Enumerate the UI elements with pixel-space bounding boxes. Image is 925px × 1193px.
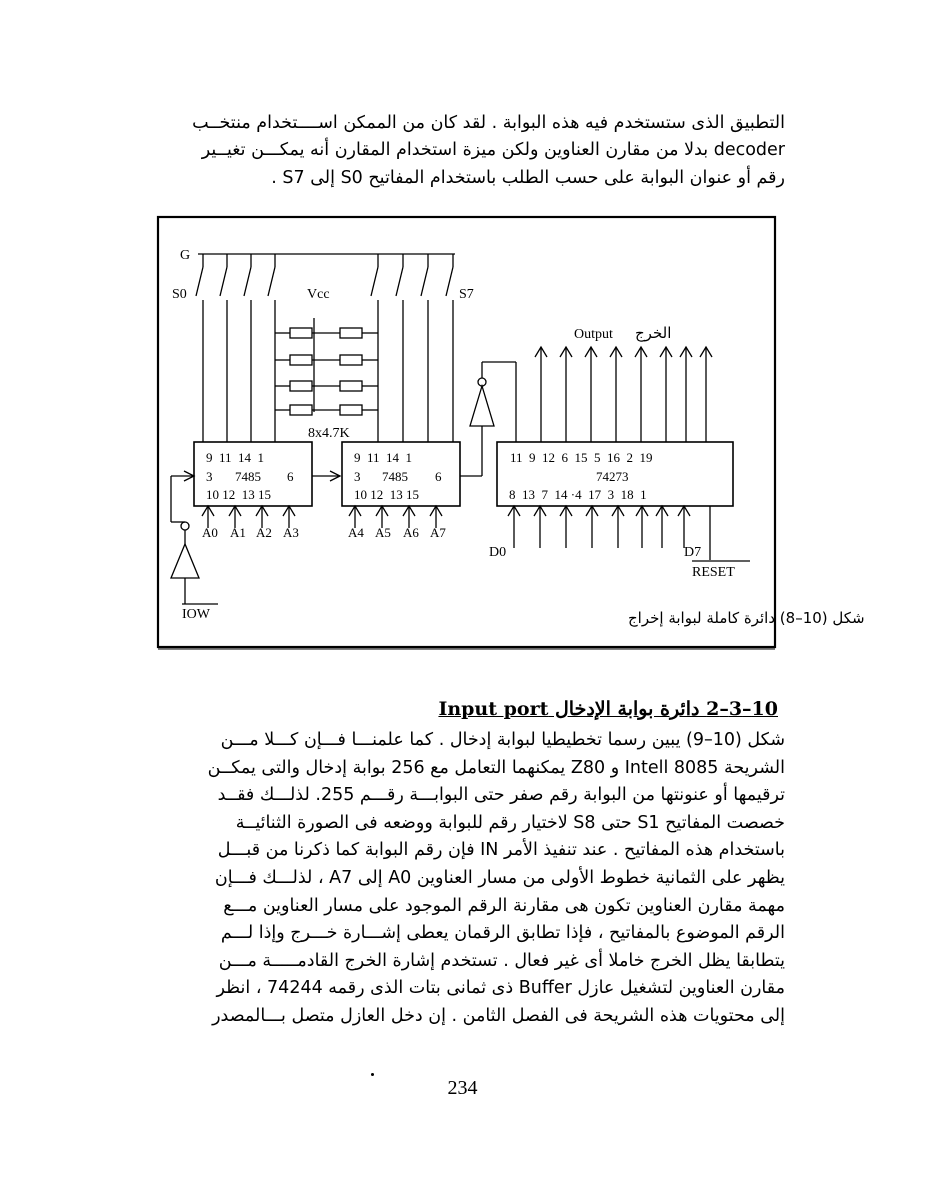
chip3-pins-top: 11 9 12 6 15 5 16 2 19 bbox=[510, 450, 653, 465]
chip3-name: 74273 bbox=[596, 469, 629, 484]
chip2-pin3: 3 bbox=[354, 469, 361, 484]
output-arabic-label: الخرج bbox=[635, 324, 672, 342]
text-line: التطبيق الذى ستستخدم فيه هذه البوابة . لقد كان من الممكن اســــتخدام منتخــب bbox=[192, 113, 785, 133]
addr-a6: A6 bbox=[403, 525, 419, 540]
figure-caption: شكل (10–8) دائرة كاملة لبوابة إخراج bbox=[628, 609, 865, 627]
text-line: شكل (10–9) يبين رسما تخطيطيا لبوابة إدخال . كما علمنـــا فـــإن كـــلا مـــن bbox=[220, 730, 785, 750]
text-line: إلى محتويات هذه الشريحة فى الفصل الثامن . إن دخل العازل متصل بـــالمصدر bbox=[212, 1005, 785, 1026]
g-label: G bbox=[180, 248, 191, 263]
output-label: Output bbox=[574, 327, 613, 342]
vcc-label: Vcc bbox=[307, 287, 330, 302]
section-heading: 10–3–2 دائرة بوابة الإدخال Input port bbox=[438, 698, 778, 720]
chip1-name: 7485 bbox=[235, 469, 261, 484]
chip1-pin6: 6 bbox=[287, 469, 294, 484]
page-number: 234 bbox=[447, 1077, 478, 1099]
stray-dot bbox=[371, 1073, 374, 1076]
text-line: ترقيمها أو عنونتها من البوابة رقم صفر حتى البوابـــة رقـــم 255. لذلـــك فقــد bbox=[217, 785, 785, 806]
addr-a1: A1 bbox=[230, 525, 246, 540]
addr-a7: A7 bbox=[430, 525, 446, 540]
addr-a5: A5 bbox=[375, 525, 391, 540]
resistor-label: 8x4.7K bbox=[308, 426, 350, 441]
d7-label: D7 bbox=[684, 545, 702, 560]
chip1-pins-bottom: 10 12 13 15 bbox=[206, 487, 271, 502]
text-line: مهمة مقارن العناوين تكون هى مقارنة الرقم الموجود على مسار العناوين مـــع bbox=[223, 895, 785, 916]
text-line: decoder بدلا من مقارن العناوين ولكن ميزة استخدام المقارن أنه يمكـــن تغيــير bbox=[201, 140, 785, 161]
text-line: رقم أو عنوان البوابة على حسب الطلب باستخدام المفاتيح S0 إلى S7 . bbox=[271, 167, 785, 188]
chip2-name: 7485 bbox=[382, 469, 408, 484]
chip2-pins-top: 9 11 14 1 bbox=[354, 450, 413, 465]
addr-a0: A0 bbox=[202, 525, 218, 540]
body-paragraph bbox=[140, 727, 785, 1031]
text-line: يظهر على الثمانية خطوط الأولى من مسار العناوين A0 إلى A7 ، لذلـــك فـــإن bbox=[214, 867, 785, 888]
chip1-pin3: 3 bbox=[206, 469, 213, 484]
reset-label: RESET bbox=[692, 565, 735, 580]
chip2-pin6: 6 bbox=[435, 469, 442, 484]
addr-a4: A4 bbox=[348, 525, 364, 540]
addr-a3: A3 bbox=[283, 525, 299, 540]
chip1-pins-top: 9 11 14 1 bbox=[206, 450, 265, 465]
text-line: مقارن العناوين لتشغيل عازل Buffer ذى ثمانى بتات الذى رقمه 74244 ، انظر bbox=[216, 978, 785, 999]
s0-label: S0 bbox=[172, 287, 187, 302]
s7-label: S7 bbox=[459, 287, 474, 302]
chip2-pins-bottom: 10 12 13 15 bbox=[354, 487, 419, 502]
text-line: الرقم الموضوع بالمفاتيح ، فإذا تطابق الرقمان يعطى إشـــارة خـــرج وإذا لـــم bbox=[220, 923, 785, 944]
text-line: الشريحة Intell 8085 و Z80 يمكنهما التعامل مع 256 بوابة إدخال والتى يمكــن bbox=[207, 757, 785, 778]
addr-a2: A2 bbox=[256, 525, 272, 540]
iow-label: IOW bbox=[182, 607, 210, 622]
chip3-pins-bottom: 8 13 7 14 ·4 17 3 18 1 bbox=[509, 487, 647, 502]
text-line: باستخدام هذه المفاتيح . عند تنفيذ الأمر IN فإن رقم البوابة كما ذكرنا من قبـــل bbox=[217, 840, 785, 861]
text-line: يتطابقا يظل الخرج خاملا أى غير فعال . تستخدم إشارة الخرج القادمـــــة مـــن bbox=[218, 950, 785, 971]
text-line: خصصت المفاتيح S1 حتى S8 لاختيار رقم للبوابة ووضعه فى الصورة الثنائيــة bbox=[235, 812, 785, 833]
d0-label: D0 bbox=[489, 545, 507, 560]
